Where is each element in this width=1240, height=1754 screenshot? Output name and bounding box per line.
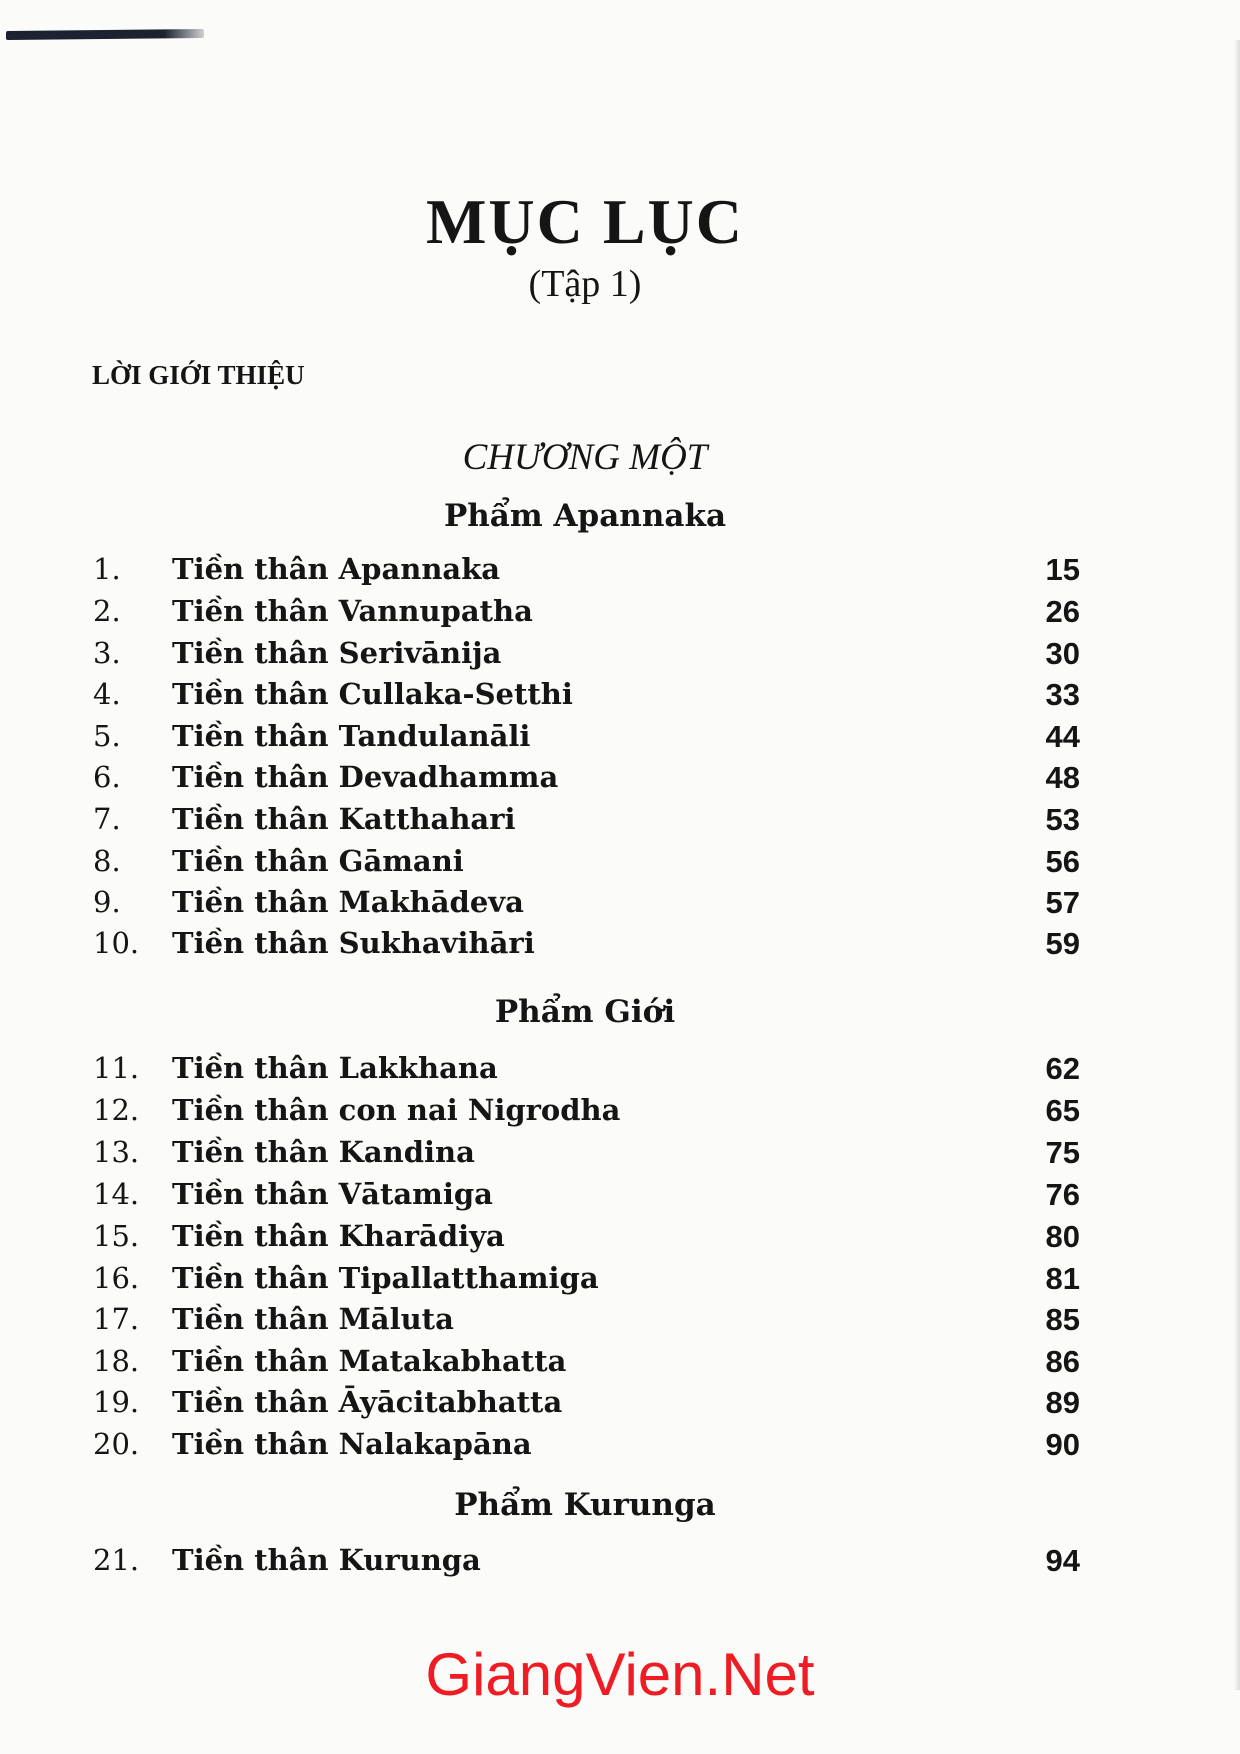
entry-page: 57 — [1045, 885, 1080, 920]
entry-number: 5. — [93, 719, 121, 753]
entry-page: 80 — [1045, 1219, 1080, 1254]
entry-page: 30 — [1045, 636, 1080, 671]
entry-number: 9. — [93, 885, 121, 919]
entry-name: Tiền thân Makhādeva — [172, 885, 524, 919]
entry-name: Tiền thân Māluta — [172, 1302, 454, 1336]
toc-entry — [0, 1177, 1240, 1217]
entry-number: 14. — [93, 1177, 140, 1211]
entry-page: 90 — [1045, 1427, 1080, 1462]
page-title: MỤC LỤC — [426, 186, 744, 257]
toc-entry — [0, 1385, 1240, 1425]
toc-entry — [0, 844, 1240, 884]
volume-subtitle: (Tập 1) — [528, 263, 642, 305]
toc-entry — [0, 677, 1240, 717]
entry-name: Tiền thân Kandina — [172, 1135, 475, 1169]
entry-number: 20. — [93, 1427, 140, 1461]
entry-number: 18. — [93, 1344, 140, 1378]
toc-entry — [0, 1093, 1240, 1133]
toc-entry — [0, 719, 1240, 759]
chapter-heading: CHƯƠNG MỘT — [462, 437, 708, 478]
toc-entry — [0, 1051, 1240, 1091]
entry-name: Tiền thân Matakabhatta — [172, 1344, 567, 1378]
entry-name: Tiền thân Nalakapāna — [172, 1427, 532, 1461]
toc-entry — [0, 1427, 1240, 1467]
entry-page: 76 — [1045, 1177, 1080, 1212]
section-title-gioi: Phẩm Giới — [494, 994, 676, 1030]
toc-entry — [0, 926, 1240, 966]
scan-edge-mark — [6, 29, 204, 40]
entry-name: Tiền thân Sukhavihāri — [172, 926, 535, 960]
intro-heading: LỜI GIỚI THIỆU — [92, 360, 305, 390]
entry-number: 21. — [93, 1543, 140, 1577]
entry-page: 65 — [1045, 1093, 1080, 1128]
toc-entry — [0, 1543, 1240, 1583]
entry-name: Tiền thân Katthahari — [172, 802, 516, 836]
entry-number: 7. — [93, 802, 121, 836]
entry-name: Tiền thân Devadhamma — [172, 760, 559, 794]
entry-page: 15 — [1045, 552, 1080, 587]
entry-number: 16. — [93, 1261, 140, 1295]
toc-entry — [0, 1219, 1240, 1259]
entry-page: 81 — [1045, 1261, 1080, 1296]
entry-name: Tiền thân Vātamiga — [172, 1177, 493, 1211]
entry-page: 94 — [1045, 1543, 1080, 1578]
toc-entry — [0, 552, 1240, 592]
entry-name: Tiền thân Serivānija — [172, 636, 502, 670]
entry-page: 48 — [1045, 760, 1080, 795]
entry-name: Tiền thân Kharādiya — [172, 1219, 505, 1253]
entry-number: 6. — [93, 760, 121, 794]
entry-page: 85 — [1045, 1302, 1080, 1337]
toc-entry — [0, 594, 1240, 634]
entry-name: Tiền thân Tandulanāli — [172, 719, 531, 753]
entry-number: 3. — [93, 636, 121, 670]
toc-entry — [0, 1261, 1240, 1301]
entry-name: Tiền thân Lakkhana — [172, 1051, 498, 1085]
entry-page: 86 — [1045, 1344, 1080, 1379]
toc-entry — [0, 802, 1240, 842]
entry-number: 1. — [93, 552, 121, 586]
entry-name: Tiền thân con nai Nigrodha — [172, 1093, 621, 1127]
section-title-apannaka: Phẩm Apannaka — [443, 498, 727, 534]
entry-page: 62 — [1045, 1051, 1080, 1086]
entry-name: Tiền thân Vannupatha — [172, 594, 533, 628]
entry-page: 75 — [1045, 1135, 1080, 1170]
entry-number: 2. — [93, 594, 121, 628]
entry-number: 12. — [93, 1093, 140, 1127]
entry-number: 17. — [93, 1302, 140, 1336]
toc-entry — [0, 760, 1240, 800]
entry-page: 44 — [1045, 719, 1080, 754]
entry-name: Tiền thân Āyācitabhatta — [172, 1385, 563, 1419]
entry-page: 53 — [1045, 802, 1080, 837]
toc-entry — [0, 885, 1240, 925]
entry-name: Tiền thân Apannaka — [172, 552, 501, 586]
entry-number: 8. — [93, 844, 121, 878]
entry-number: 10. — [93, 926, 140, 960]
watermark-text: GiangVien.Net — [425, 1641, 815, 1708]
entry-page: 26 — [1045, 594, 1080, 629]
entry-number: 19. — [93, 1385, 140, 1419]
entry-page: 59 — [1045, 926, 1080, 961]
entry-name: Tiền thân Gāmani — [172, 844, 464, 878]
entry-page: 56 — [1045, 844, 1080, 879]
entry-number: 13. — [93, 1135, 140, 1169]
entry-number: 15. — [93, 1219, 140, 1253]
entry-name: Tiền thân Cullaka-Setthi — [172, 677, 573, 711]
toc-entry — [0, 1302, 1240, 1342]
toc-entry — [0, 636, 1240, 676]
section-title-kurunga: Phẩm Kurunga — [454, 1487, 716, 1523]
toc-entry — [0, 1135, 1240, 1175]
toc-entry — [0, 1344, 1240, 1384]
entry-number: 11. — [93, 1051, 140, 1085]
entry-page: 33 — [1045, 677, 1080, 712]
entry-page: 89 — [1045, 1385, 1080, 1420]
entry-number: 4. — [93, 677, 121, 711]
entry-name: Tiền thân Tipallatthamiga — [172, 1261, 599, 1295]
entry-name: Tiền thân Kurunga — [172, 1543, 481, 1577]
